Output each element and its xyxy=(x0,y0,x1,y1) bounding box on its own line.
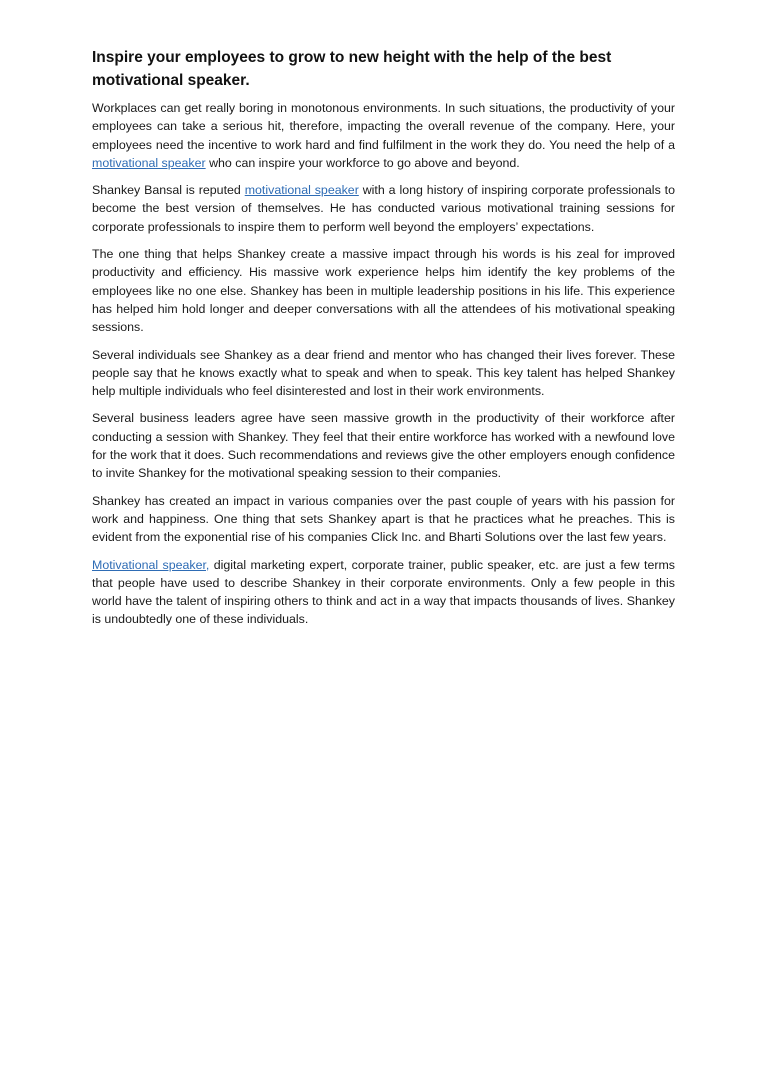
paragraph-3: The one thing that helps Shankey create a massive impact through his words is his zeal for improved productivity and efficiency. His massive work experience helps him identify the key problems of the employees like no one else. Shankey has been in multiple leadership positions in his life. This experience has helped him hold longer and deeper conversations with all the attendees of his motivational speaking sessions. xyxy=(92,247,675,335)
paragraph-5: Several business leaders agree have seen massive growth in the productivity of their workforce after conducting a session with Shankey. They feel that their entire workforce has worked with a newfound love for the work that it does. Such recommendations and reviews give the other employers enough confidence to invite Shankey for the motivational speaking session to their companies. xyxy=(92,411,675,481)
motivational-speaker-link-2[interactable]: motivational speaker xyxy=(244,183,359,198)
document-page xyxy=(92,46,675,638)
paragraph-7 xyxy=(92,556,675,629)
paragraph-2-text-after: with a long history of inspiring corporate professionals to become the best version of themselves. He has conducted various motivational training sessions for corporate professionals to inspire them to perform well beyond the employers’ expectations. xyxy=(92,183,675,234)
paragraph-1 xyxy=(92,99,675,172)
paragraph-1-text-before: Workplaces can get really boring in monotonous environments. In such situations, the productivity of your employees can take a serious hit, therefore, impacting the overall revenue of the company. Here, your employees need the incentive to work hard and find fulfilment in the work they do. You need the help of a xyxy=(92,101,675,152)
paragraph-4: Several individuals see Shankey as a dear friend and mentor who has changed their lives forever. These people say that he knows exactly what to speak and when to speak. This key talent has helped Shankey help multiple individuals who feel disinterested and lost in their work environments. xyxy=(92,347,675,399)
motivational-speaker-link-3[interactable]: Motivational speaker, xyxy=(92,557,210,572)
paragraph-2-text-before: Shankey Bansal is reputed xyxy=(92,183,245,198)
paragraph-6: Shankey has created an impact in various companies over the past couple of years with his passion for work and happiness. One thing that sets Shankey apart is that he practices what he preaches. This is evident from the exponential rise of his companies Click Inc. and Bharti Solutions over the last few years. xyxy=(92,493,675,545)
paragraph-2 xyxy=(92,181,675,236)
paragraph-7-text-after: digital marketing expert, corporate trainer, public speaker, etc. are just a few terms that people have used to describe Shankey in their corporate environments. Only a few people in this world have the talent of inspiring others to think and act in a way that impacts thousands of lives. Shankey is undoubtedly one of these individuals. xyxy=(92,557,675,627)
document-title: Inspire your employees to grow to new height with the help of the best motivational speaker. xyxy=(92,49,612,89)
paragraph-1-text-after: who can inspire your workforce to go above and beyond. xyxy=(205,155,520,170)
motivational-speaker-link-1[interactable]: motivational speaker xyxy=(92,155,206,170)
